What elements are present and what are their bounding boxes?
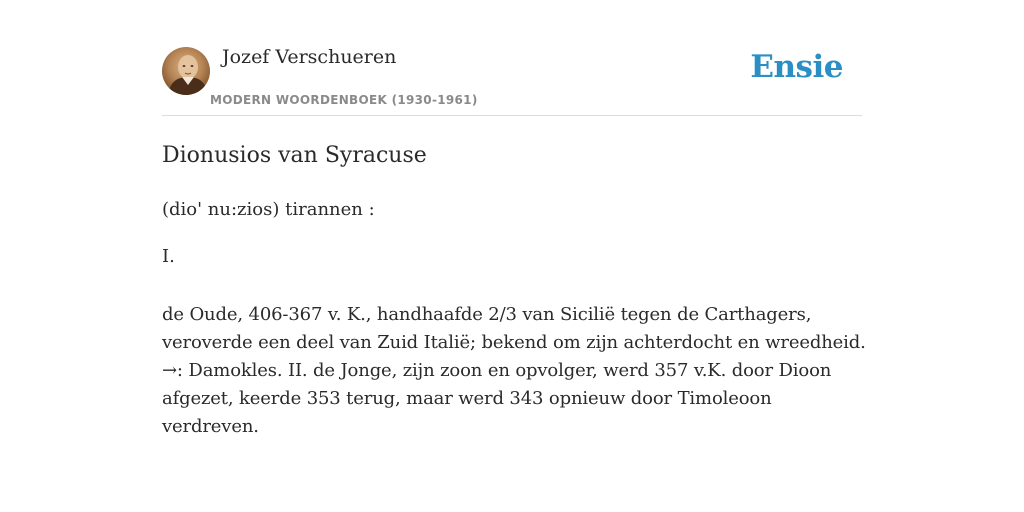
author-portrait-icon (162, 47, 210, 95)
ensie-logo[interactable]: Ensie (750, 49, 843, 85)
entry-card (162, 44, 866, 441)
source-dictionary: MODERN WOORDENBOEK (1930-1961) (210, 93, 478, 107)
entry-header (162, 44, 862, 116)
entry-title: Dionusios van Syracuse (162, 143, 427, 168)
entry-section-number: I. (162, 246, 175, 267)
entry-definition: de Oude, 406-367 v. K., handhaafde 2/3 van Sicilië tegen de Carthagers, veroverde een deel van Zuid Italië; bekend om zijn achterdocht en wreedheid. →: Damokles. II. de Jonge, zijn zoon en opvolger, werd 357 v.K. door Dioon afgezet, keerde 353 terug, maar werd 343 opnieuw door Timoleoon verdreven. (162, 304, 866, 437)
entry-pronunciation: (dio' nu:zios) tirannen : (162, 199, 375, 220)
author-name[interactable]: Jozef Verschueren (222, 46, 397, 68)
author-avatar[interactable] (162, 47, 210, 95)
